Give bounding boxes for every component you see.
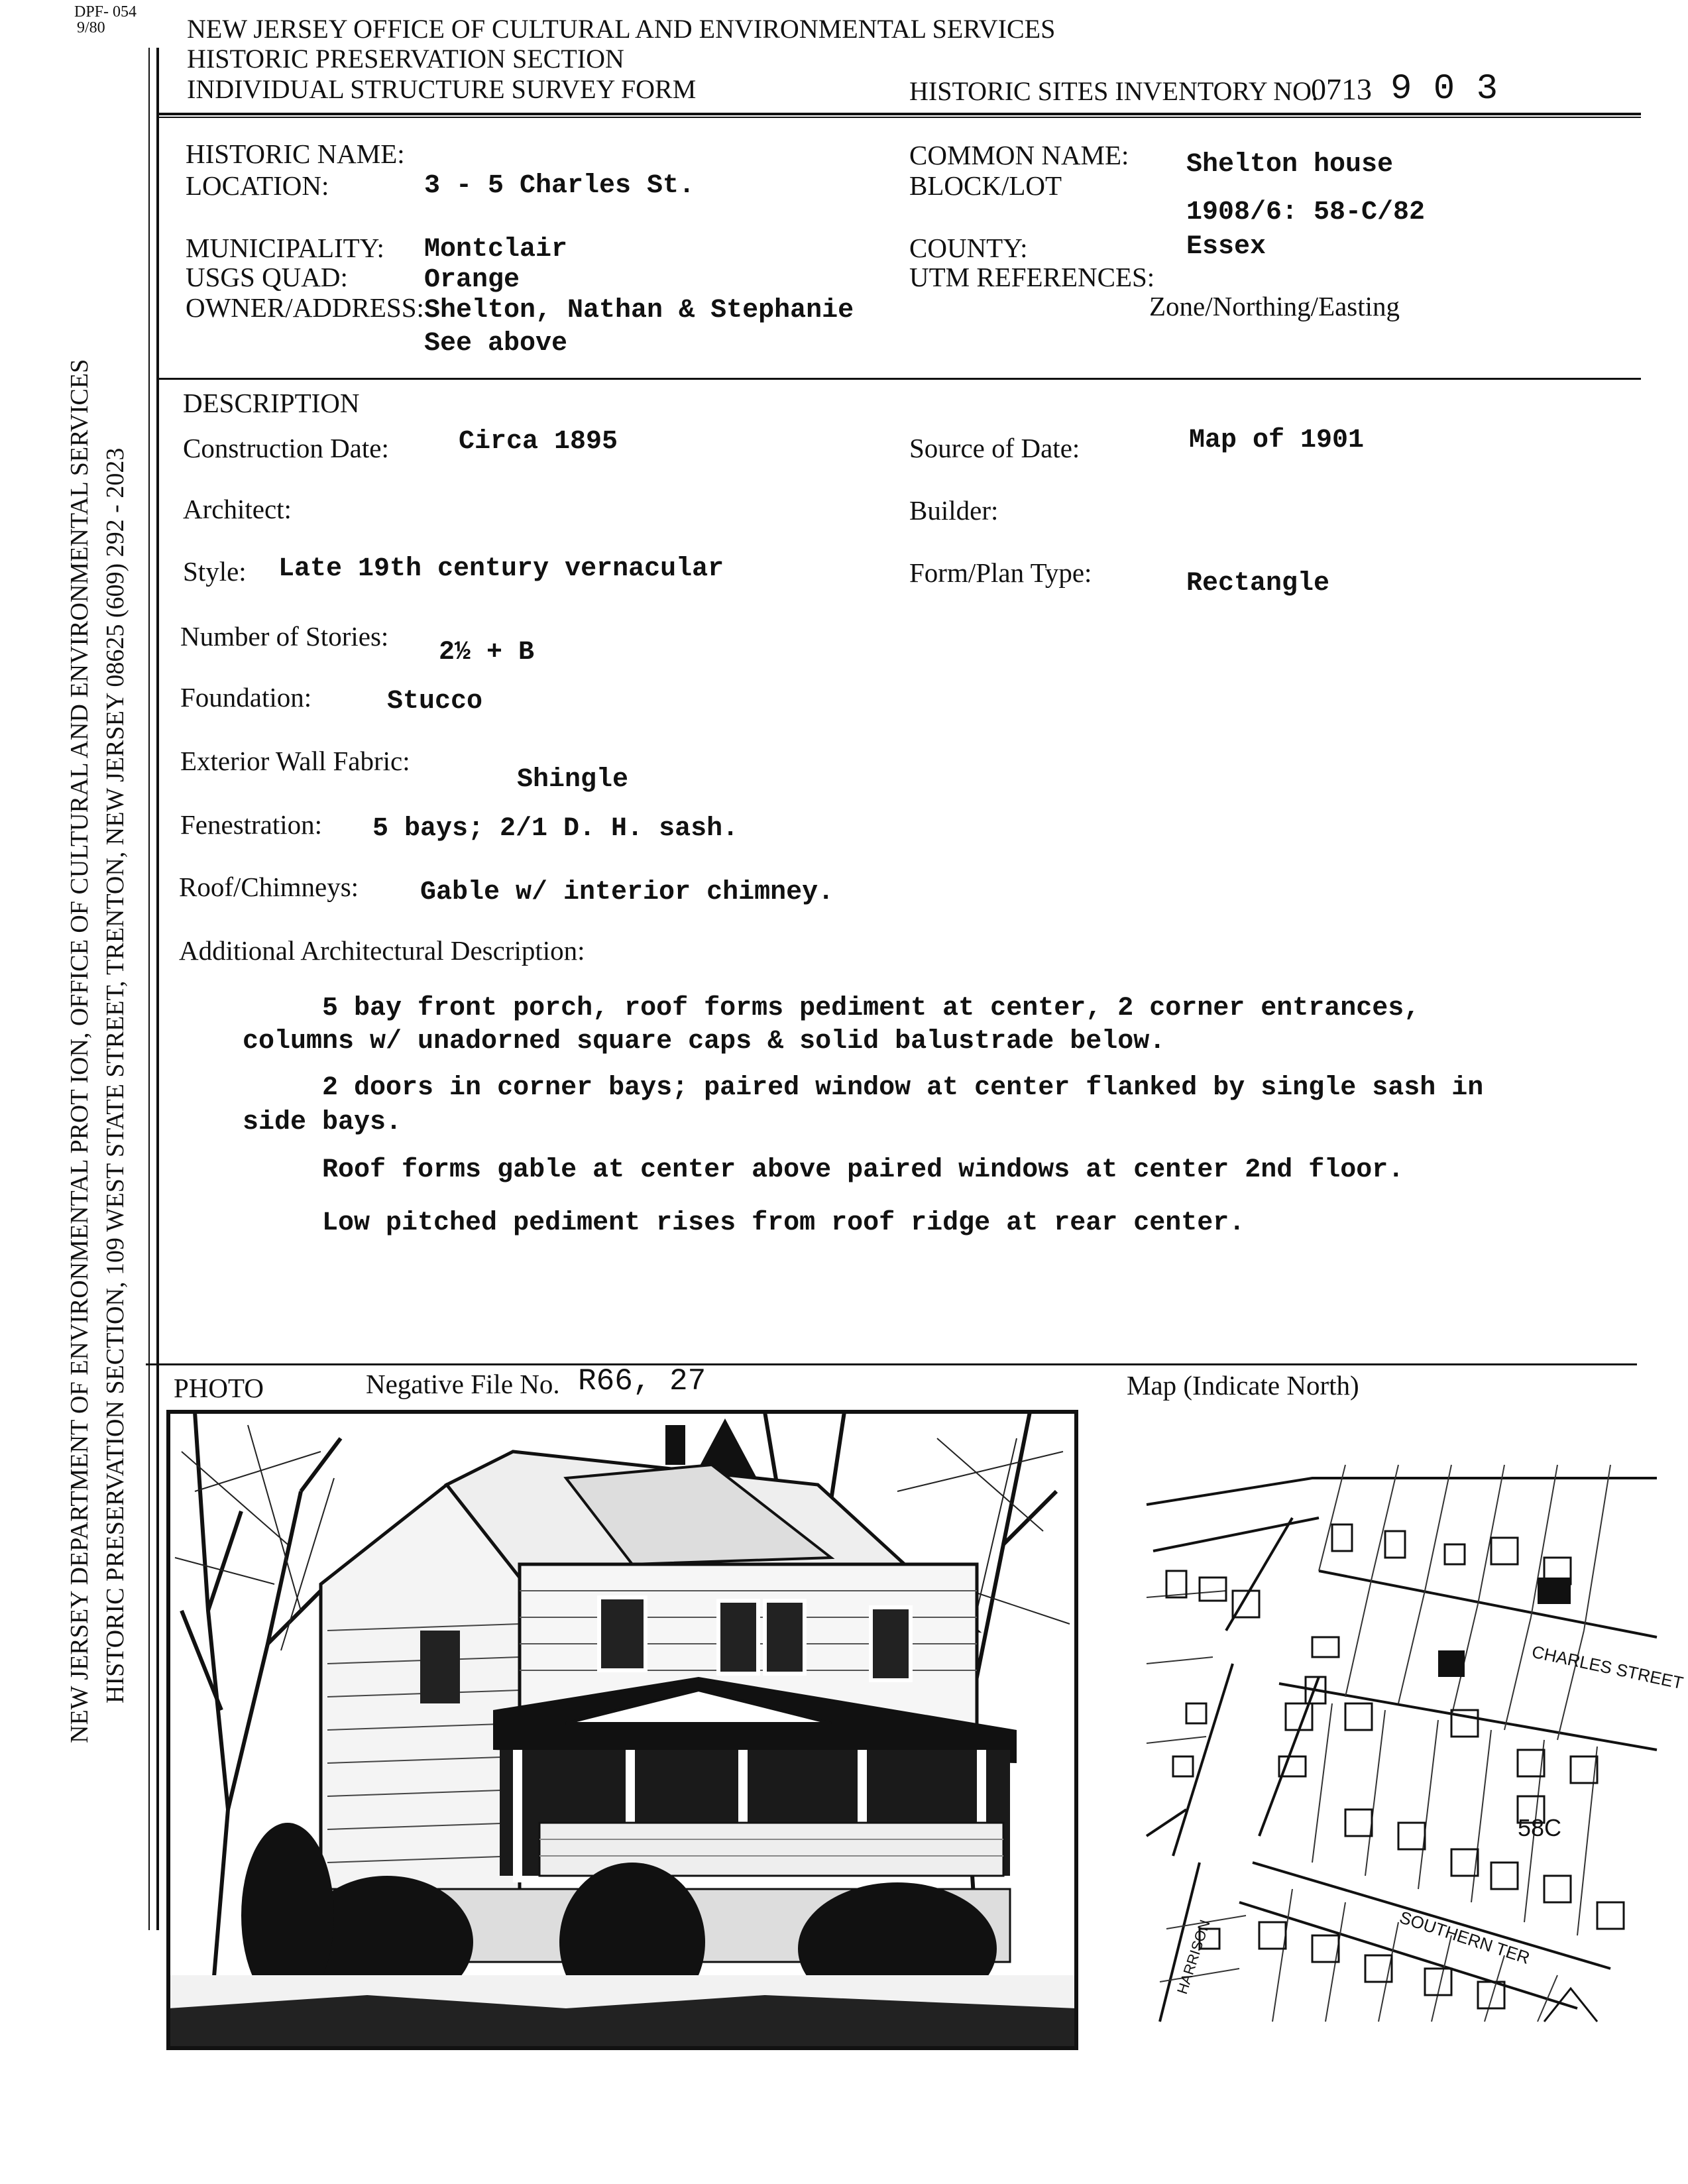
- inventory-prefix: 0713: [1311, 72, 1372, 106]
- negative-number: R66, 27: [578, 1364, 706, 1399]
- location-label: LOCATION:: [186, 170, 329, 201]
- architect-label: Architect:: [183, 494, 292, 524]
- section-title: HISTORIC PRESERVATION SECTION: [187, 44, 624, 74]
- usgs-value: Orange: [424, 265, 520, 295]
- utm-label: UTM REFERENCES:: [909, 262, 1155, 292]
- header-rule: [156, 113, 1641, 115]
- photo-rule: [146, 1363, 1637, 1365]
- map-parcel-label: 58C: [1518, 1814, 1562, 1841]
- construction-date-value: Circa 1895: [459, 427, 618, 457]
- common-name-label: COMMON NAME:: [909, 140, 1129, 170]
- foundation-value: Stucco: [387, 687, 483, 717]
- wall-value: Shingle: [517, 765, 629, 795]
- style-value: Late 19th century vernacular: [278, 554, 724, 584]
- block-lot-label: BLOCK/LOT: [909, 170, 1062, 201]
- county-value: Essex: [1186, 232, 1266, 262]
- left-border-inner: [148, 48, 150, 1930]
- county-label: COUNTY:: [909, 233, 1028, 263]
- photo-label: PHOTO: [174, 1373, 264, 1403]
- foundation-label: Foundation:: [180, 682, 312, 713]
- house-photo: [168, 1412, 1076, 2048]
- id-rule: [156, 378, 1641, 380]
- sidebar-agency: NEW JERSEY DEPARTMENT OF ENVIRONMENTAL PROT ION, OFFICE OF CULTURAL AND ENVIRONMENTAL SERVICES: [66, 359, 93, 1743]
- header-rule-2: [156, 117, 1641, 118]
- negative-label: Negative File No.: [366, 1369, 560, 1399]
- form-plan-value: Rectangle: [1186, 569, 1330, 599]
- form-name: INDIVIDUAL STRUCTURE SURVEY FORM: [187, 74, 697, 104]
- roof-label: Roof/Chimneys:: [179, 872, 359, 902]
- common-name-value: Shelton house: [1186, 150, 1394, 180]
- description-heading: DESCRIPTION: [183, 388, 360, 418]
- inventory-suffix: 9 0 3: [1390, 69, 1498, 109]
- site-map: [1147, 1465, 1685, 2022]
- utm-sub: Zone/Northing/Easting: [1149, 291, 1400, 321]
- fenestration-label: Fenestration:: [180, 809, 323, 840]
- sidebar-address: HISTORIC PRESERVATION SECTION, 109 WEST STATE STREET, TRENTON, NEW JERSEY 08625 (609) 292 - 2023: [101, 447, 129, 1703]
- map-street-harrison: HARRISON: [1173, 1918, 1213, 1996]
- roof-value: Gable w/ interior chimney.: [420, 878, 834, 907]
- wall-label: Exterior Wall Fabric:: [180, 746, 410, 776]
- stories-label: Number of Stories:: [180, 621, 389, 652]
- para1-line1: 5 bay front porch, roof forms pediment at center, 2 corner entrances,: [243, 994, 1420, 1023]
- block-lot-value: 1908/6: 58-C/82: [1186, 198, 1426, 227]
- stories-value: 2½ + B: [439, 638, 535, 667]
- form-date: 9/80: [77, 19, 105, 36]
- owner-value: Shelton, Nathan & Stephanie: [424, 296, 854, 325]
- builder-label: Builder:: [909, 495, 999, 526]
- fenestration-value: 5 bays; 2/1 D. H. sash.: [372, 814, 739, 844]
- municipality-value: Montclair: [424, 235, 568, 264]
- style-label: Style:: [183, 556, 247, 587]
- para3: Roof forms gable at center above paired windows at center 2nd floor.: [243, 1155, 1404, 1185]
- construction-date-label: Construction Date:: [183, 433, 389, 463]
- additional-label: Additional Architectural Description:: [179, 935, 585, 966]
- location-value: 3 - 5 Charles St.: [424, 171, 695, 201]
- map-street-southern: SOUTHERN TER: [1397, 1907, 1533, 1968]
- usgs-label: USGS QUAD:: [186, 262, 348, 292]
- owner-label: OWNER/ADDRESS:: [186, 292, 424, 323]
- source-value: Map of 1901: [1189, 426, 1365, 455]
- agency-title: NEW JERSEY OFFICE OF CULTURAL AND ENVIRONMENTAL SERVICES: [187, 14, 1056, 44]
- owner-address-value: See above: [424, 329, 568, 359]
- form-plan-label: Form/Plan Type:: [909, 557, 1092, 588]
- para1-line2: columns w/ unadorned square caps & solid balustrade below.: [243, 1027, 1166, 1057]
- map-label: Map (Indicate North): [1127, 1370, 1359, 1401]
- para2-line2: side bays.: [243, 1108, 402, 1137]
- para4: Low pitched pediment rises from roof ridge at rear center.: [243, 1208, 1245, 1238]
- form-code: DPF- 054: [74, 3, 137, 21]
- map-street-charles: CHARLES STREET: [1530, 1641, 1685, 1694]
- para2-line1: 2 doors in corner bays; paired window at center flanked by single sash in: [243, 1073, 1484, 1103]
- source-label: Source of Date:: [909, 433, 1080, 463]
- municipality-label: MUNICIPALITY:: [186, 233, 384, 263]
- left-border-outer: [156, 48, 159, 1930]
- historic-name-label: HISTORIC NAME:: [186, 139, 405, 169]
- inventory-label: HISTORIC SITES INVENTORY NO.: [909, 76, 1319, 106]
